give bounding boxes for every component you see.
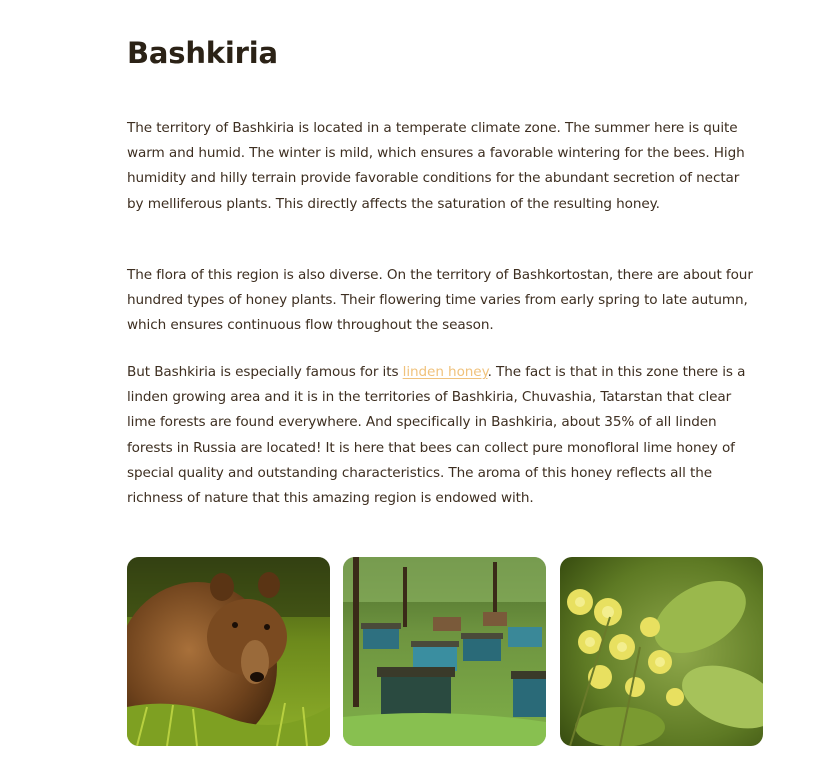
brown-bear-photo — [127, 557, 330, 746]
paragraph-linden — [127, 360, 759, 511]
linden-honey-link[interactable]: linden honey — [402, 364, 488, 380]
page-title: Bashkiria — [127, 36, 278, 70]
photo-gallery — [127, 557, 763, 747]
apiary-beehives-photo — [343, 557, 546, 746]
paragraph-flora: The flora of this region is also diverse. On the territory of Bashkortostan, there are about four hundred types of honey plants. Their flowering time varies from early spring to late autumn, which ensures continuous flow throughout the season. — [127, 267, 753, 334]
paragraph-linden-rest: . The fact is that in this zone there is a linden growing area and it is in the territories of Bashkiria, Chuvashia, Tatarstan that clear lime forests are found everywhere. And specifically in Bashkiria, about 35% of all linden forests in Russia are located! It is here that bees can collect pure monofloral lime honey of special quality and outstanding characteristics. The aroma of this honey reflects all the richness of nature that this amazing region is endowed with. — [127, 364, 746, 507]
paragraph-linden-intro: But Bashkiria is especially famous for its — [127, 364, 403, 380]
paragraph-climate: The territory of Bashkiria is located in a temperate climate zone. The summer here is quite warm and humid. The winter is mild, which ensures a favorable wintering for the bees. High humidity and hilly terrain provide favorable conditions for the abundant secretion of nectar by melliferous plants. This directly affects the saturation of the resulting honey. — [127, 120, 745, 212]
linden-blossom-photo — [560, 557, 763, 746]
